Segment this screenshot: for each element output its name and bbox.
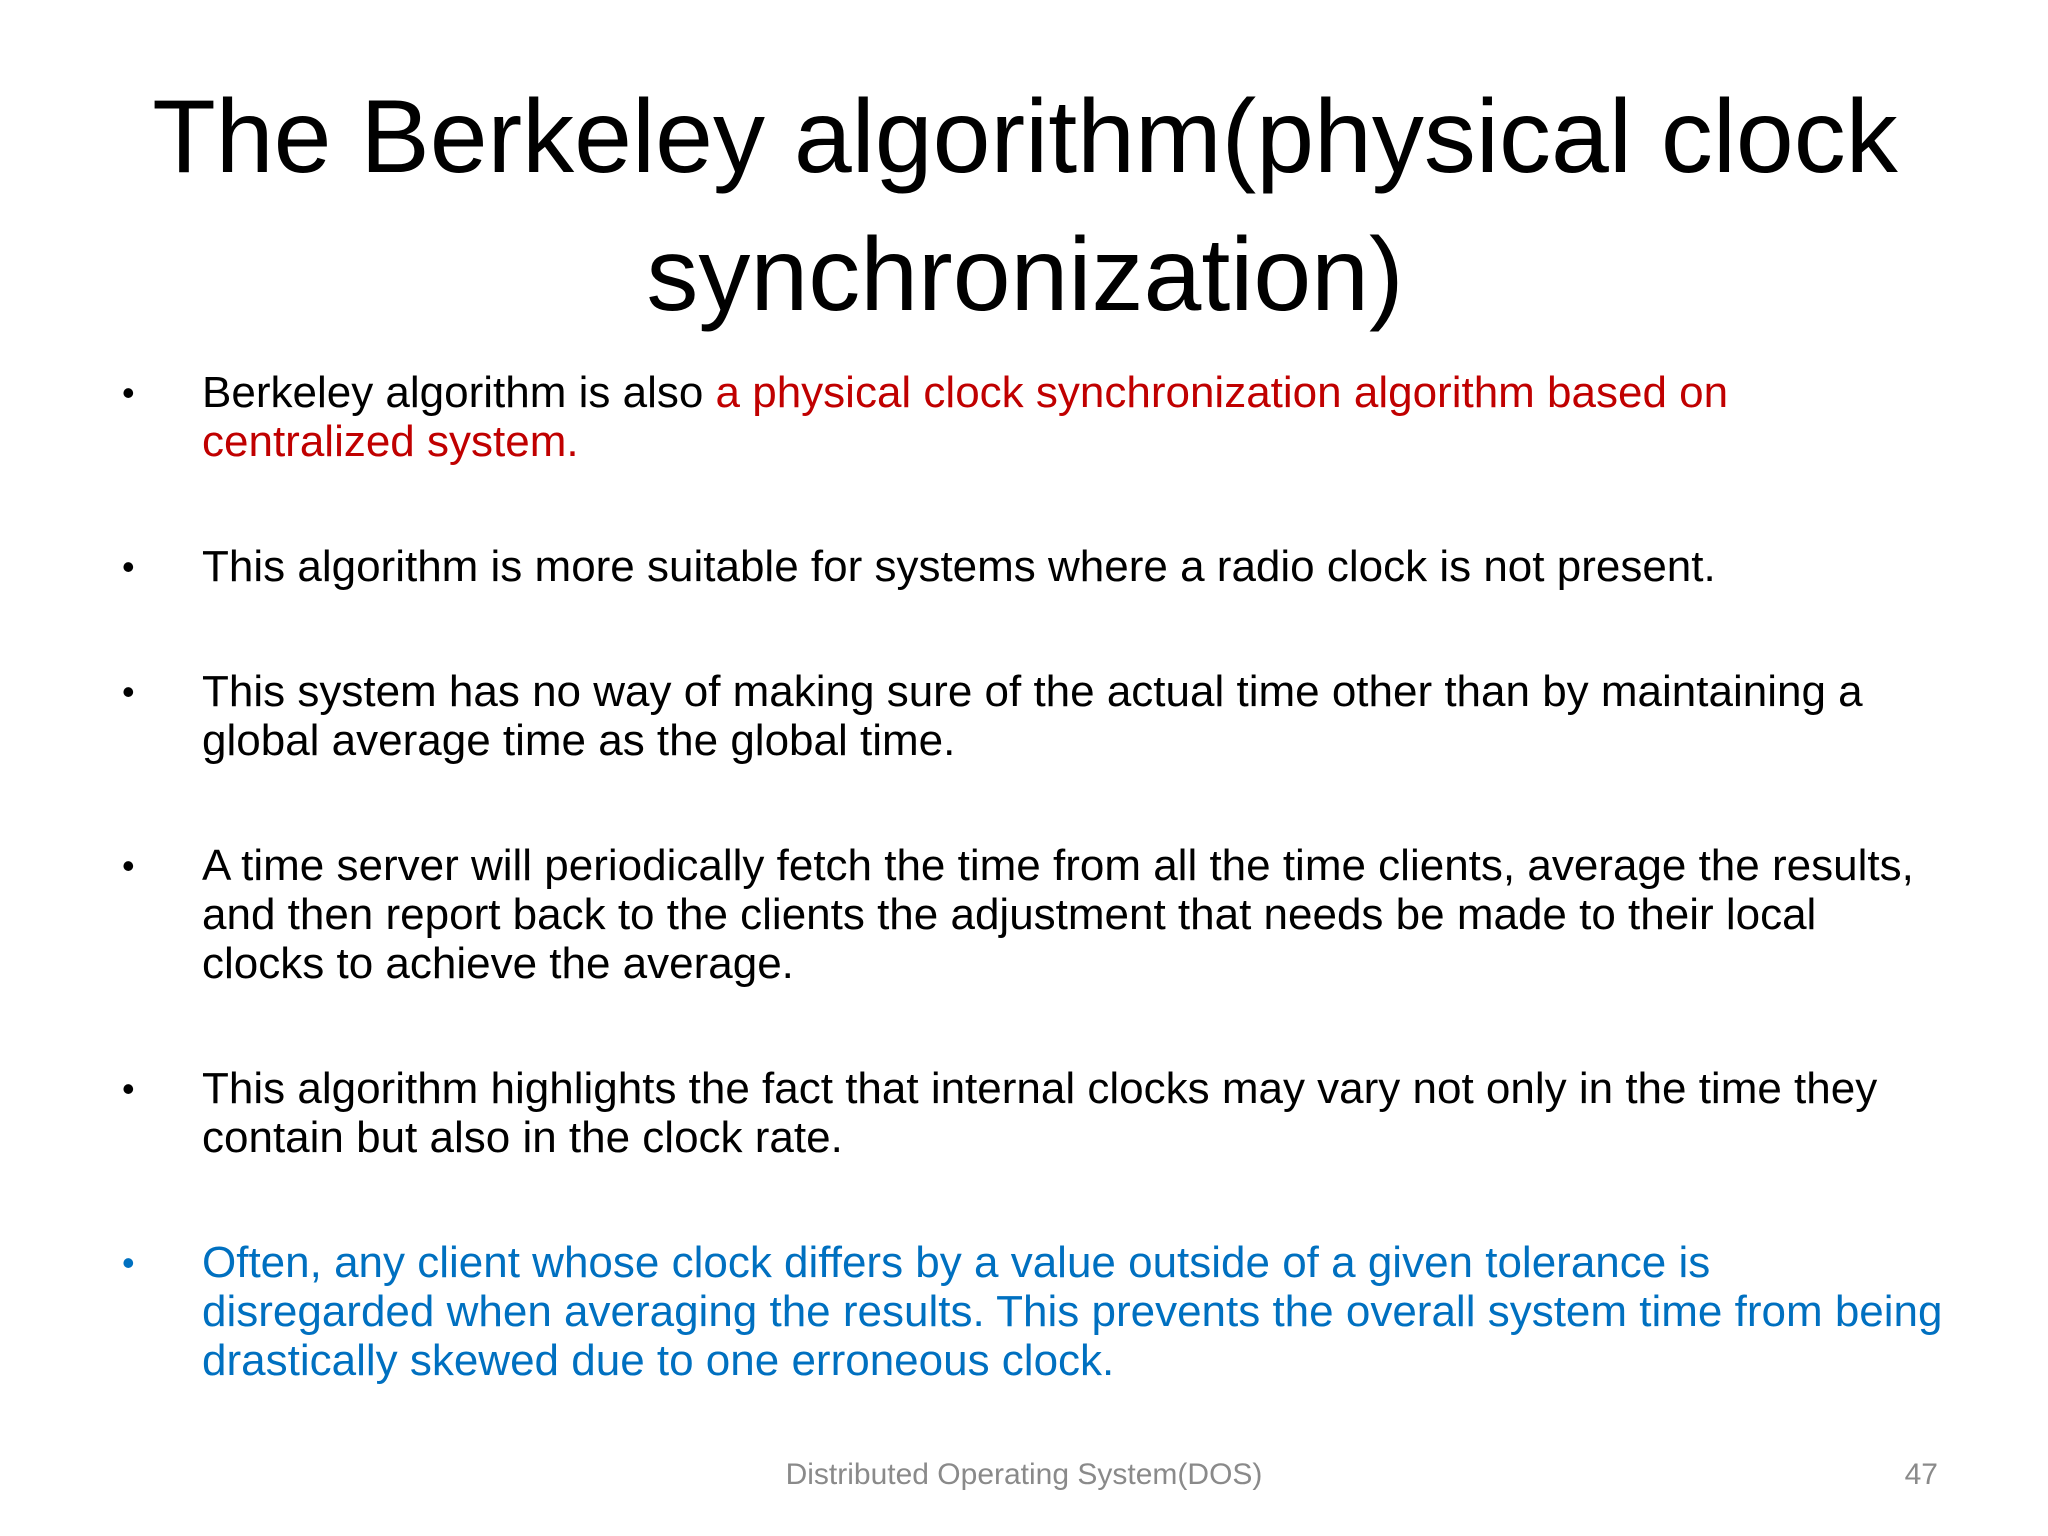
bullet-item-1	[118, 368, 1948, 466]
bullet-item-6	[118, 1238, 1948, 1385]
bullet-icon: •	[122, 671, 135, 712]
bullet-list	[118, 368, 1948, 1385]
bullet-text-plain: Berkeley algorithm is also	[202, 368, 716, 417]
bullet-icon: •	[122, 1242, 135, 1283]
bullet-icon: •	[122, 372, 135, 413]
page-number: 47	[1904, 1458, 1938, 1491]
bullet-item-5	[118, 1064, 1948, 1162]
bullet-icon: •	[122, 845, 135, 886]
bullet-icon: •	[122, 1068, 135, 1109]
slide-title: The Berkeley algorithm(physical clock synchronization)	[152, 79, 1898, 333]
bullet-item-3	[118, 667, 1948, 765]
bullet-text: This system has no way of making sure of the actual time other than by maintaining a global average time as the global time.	[202, 667, 1863, 765]
bullet-text: A time server will periodically fetch the time from all the time clients, average the results, and then report back to the clients the adjustment that needs be made to their local clocks to achieve the average.	[202, 841, 1914, 988]
bullet-icon: •	[122, 546, 135, 587]
bullet-text: This algorithm highlights the fact that internal clocks may vary not only in the time they contain but also in the clock rate.	[202, 1064, 1878, 1162]
bullet-item-2	[118, 542, 1948, 591]
slide-footer: Distributed Operating System(DOS)	[785, 1458, 1263, 1491]
bullet-item-4	[118, 841, 1948, 988]
bullet-text: This algorithm is more suitable for systems where a radio clock is not present.	[202, 542, 1716, 591]
bullet-text-highlight: a physical clock synchronization algorithm based on centralized system.	[202, 368, 1729, 466]
bullet-text-highlight: Often, any client whose clock differs by a value outside of a given tolerance is disregarded when averaging the results. This prevents the overall system time from being drastically skewed due to one erroneous clock.	[202, 1238, 1943, 1385]
